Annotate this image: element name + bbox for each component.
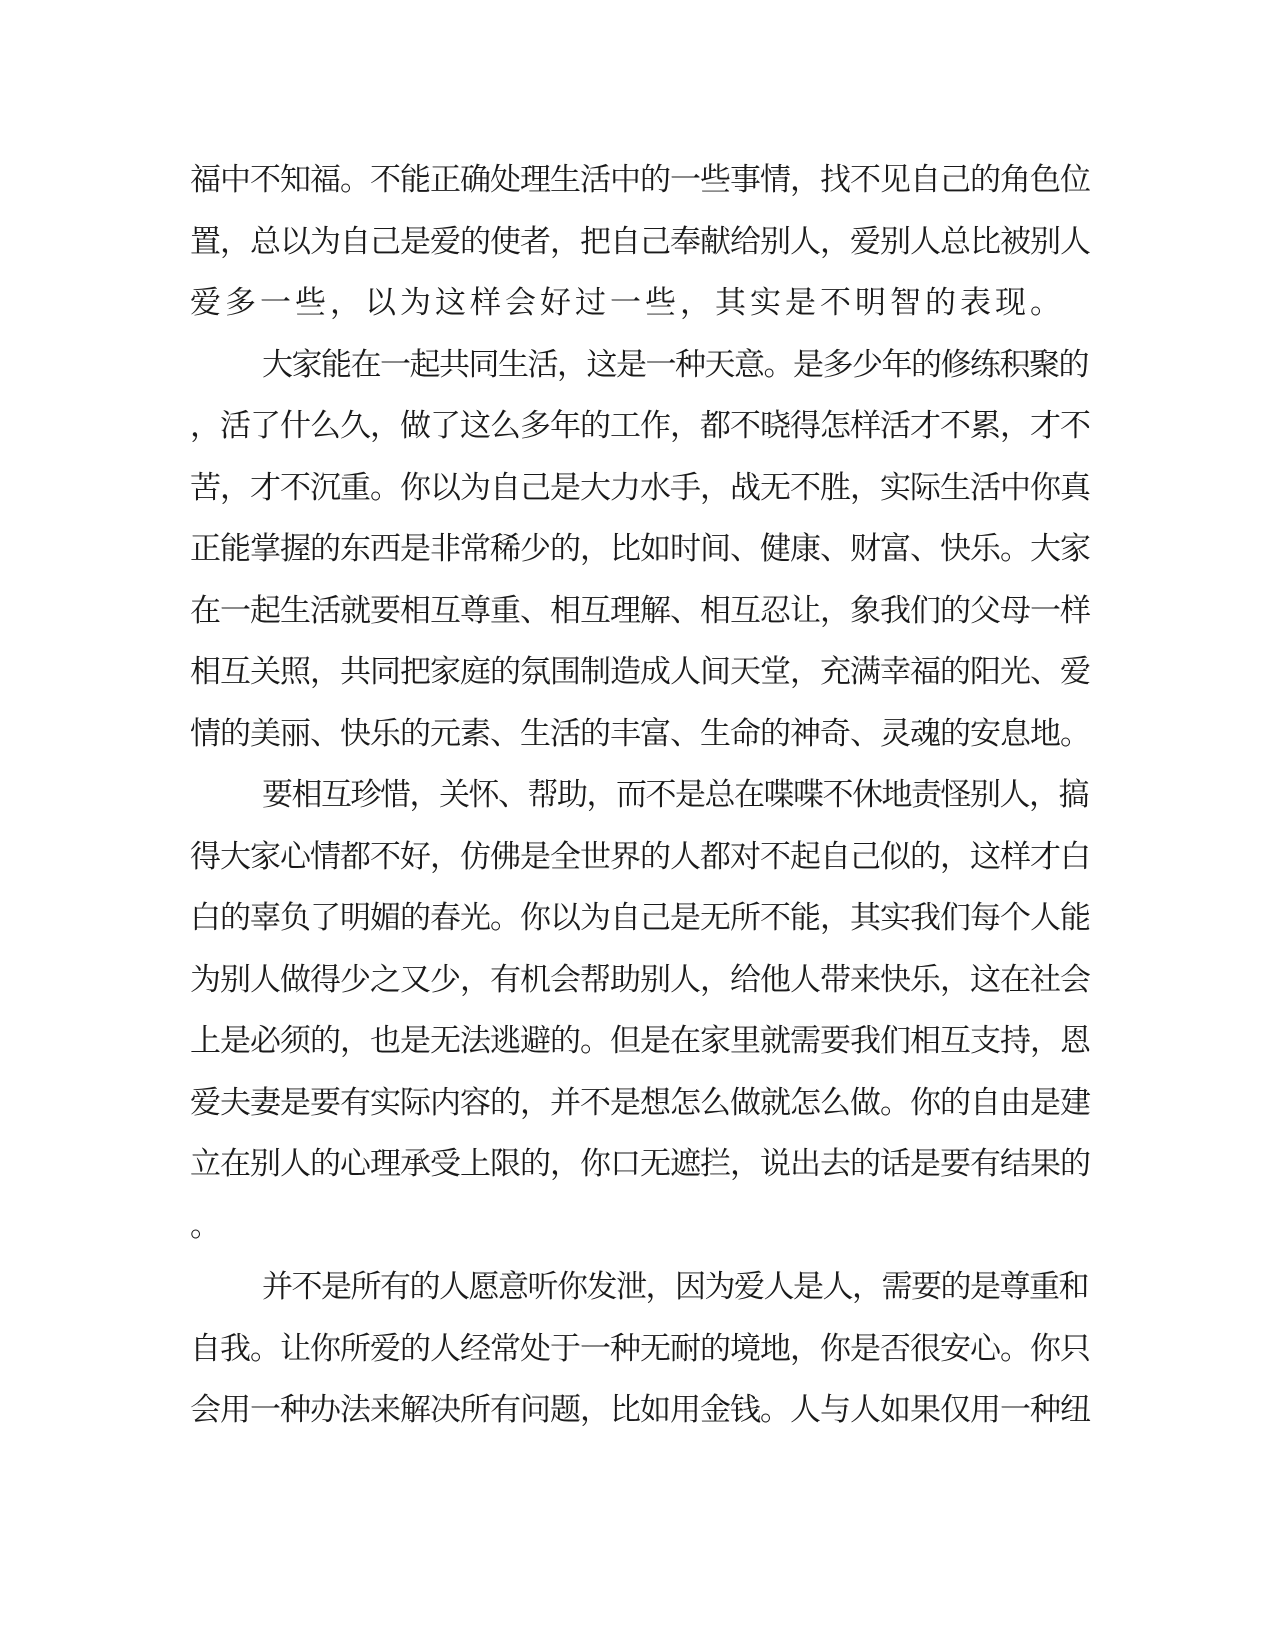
paragraph-first-line: 要相互珍惜，关怀、帮助，而不是总在喋喋不休地责怪别人，搞 [262,777,1088,813]
paragraph-first-line: 大家能在一起共同生活，这是一种天意。是多少年的修练积聚的 [262,346,1088,383]
text-line: 会用一种办法来解决所有问题，比如用金钱。人与人如果仅用一种纽 [190,1392,1090,1428]
text-line: 爱多一些，以为这样会好过一些，其实是不明智的表现。 [190,285,1065,321]
text-line: 。 [190,1207,225,1244]
text-line: 正能掌握的东西是非常稀少的，比如时间、健康、财富、快乐。大家 [190,531,1090,567]
body-text [190,150,1090,1442]
text-line: 相互关照，共同把家庭的氛围制造成人间天堂，充满幸福的阳光、爱 [190,654,1090,690]
text-line: 爱夫妻是要有实际内容的，并不是想怎么做就怎么做。你的自由是建 [190,1084,1090,1121]
text-line: 自我。让你所爱的人经常处于一种无耐的境地，你是否很安心。你只 [190,1330,1090,1367]
text-line: 得大家心情都不好，仿佛是全世界的人都对不起自己似的，这样才白 [190,838,1090,875]
text-line: 置，总以为自己是爱的使者，把自己奉献给别人，爱别人总比被别人 [190,223,1090,260]
text-line: 上是必须的，也是无法逃避的。但是在家里就需要我们相互支持，恩 [190,1023,1090,1059]
text-line: 福中不知福。不能正确处理生活中的一些事情，找不见自己的角色位 [190,162,1090,198]
text-line: ，活了什么久，做了这么多年的工作，都不晓得怎样活才不累，才不 [190,408,1090,444]
text-line: 苦，才不沉重。你以为自己是大力水手，战无不胜，实际生活中你真 [190,469,1090,506]
text-line: 白的辜负了明媚的春光。你以为自己是无所不能，其实我们每个人能 [190,900,1090,936]
text-line: 情的美丽、快乐的元素、生活的丰富、生命的神奇、灵魂的安息地。 [190,715,1090,752]
text-line: 为别人做得少之又少，有机会帮助别人，给他人带来快乐，这在社会 [190,961,1090,998]
text-line: 立在别人的心理承受上限的，你口无遮拦，说出去的话是要有结果的 [190,1146,1090,1182]
text-line: 在一起生活就要相互尊重、相互理解、相互忍让，象我们的父母一样 [190,592,1090,629]
paragraph-first-line: 并不是所有的人愿意听你发泄，因为爱人是人，需要的是尊重和 [262,1269,1088,1305]
